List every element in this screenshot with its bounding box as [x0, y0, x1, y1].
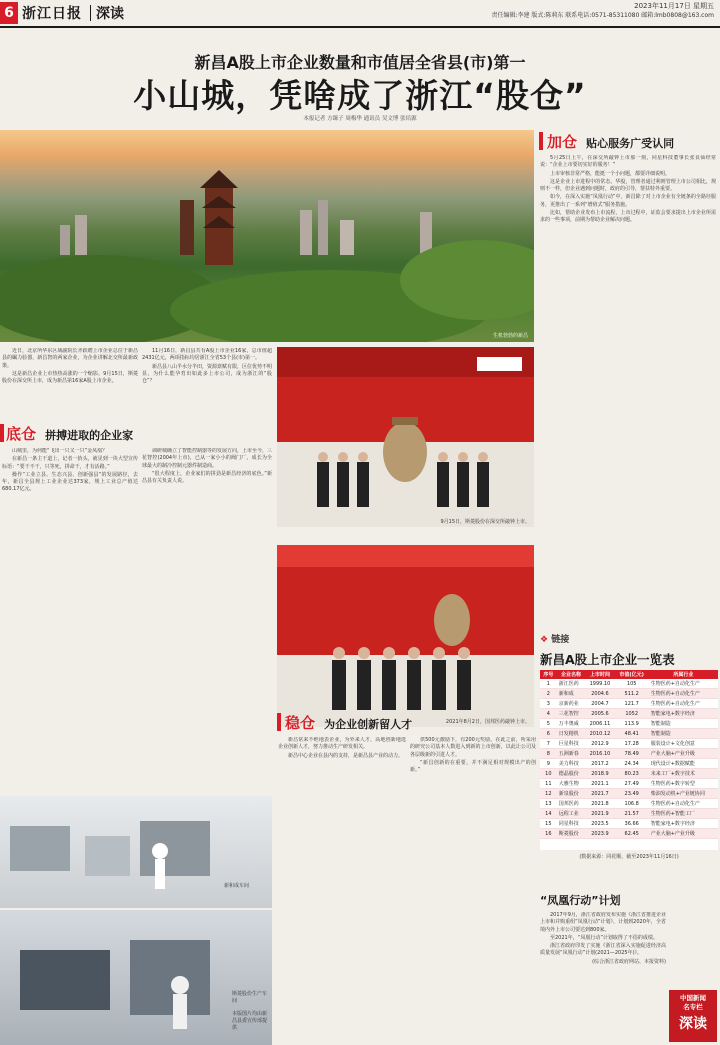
dier-kicker: 底仓 — [6, 425, 37, 443]
ipo-row — [540, 739, 718, 749]
ipo-cell: 生物医药+自动化生产 — [649, 689, 718, 699]
ipo-cell: 23.49 — [615, 789, 649, 799]
ipo-cell: 生物医药+自动化生产 — [649, 799, 718, 809]
ipo-row — [540, 689, 718, 699]
ipo-row — [540, 779, 718, 789]
ipo-cell: 美力科技 — [557, 759, 586, 769]
ipo-cell: 80.23 — [615, 769, 649, 779]
workshop-photo — [0, 910, 272, 1045]
feng-para: 2017年9月，浙江省政府发布实施《浙江省推进企业上市和并购重组“凤凰行动”计划》，计划到2020年，全省境内外上市公司要达到800家。 — [540, 912, 666, 933]
byline: 本报记者 方臻子 周梅华 通讯员 吴文博 张培源 — [303, 116, 417, 122]
headline-title: 小山城，凭啥成了浙江“股仓” — [133, 76, 587, 115]
ipo-row — [540, 829, 718, 839]
ipo-cell: 62.45 — [615, 829, 649, 839]
ipo-row — [540, 769, 718, 779]
feng-sign: (综合浙江省政府网站、本报资料) — [592, 958, 666, 965]
ipo-cell: 巨星科技 — [557, 739, 586, 749]
dier-col-2 — [142, 448, 272, 793]
ipo-cell: 121.7 — [615, 699, 649, 709]
factory-photo — [0, 796, 272, 908]
feng-title: “凤凰行动”计划 — [540, 894, 621, 907]
ipo-cell: 五洲新春 — [557, 749, 586, 759]
intro-para: 新昌县八山半水分半田，资源禀赋有限，区位优势不明显，为什么能孕育出如此多上市公司，成为浙江的“股仓”？ — [142, 363, 272, 385]
dier-para: 调研城确立了智能控制器等的发展方向，上市至今，三花智控(2004年上市)，已从一家小小的阀门厂，成长为全球最大的制冷控制元器件制造商。 — [142, 448, 272, 469]
section-name: 深读 — [96, 6, 124, 22]
ipo-cell: 24.34 — [615, 759, 649, 769]
ipo-row — [540, 759, 718, 769]
ipo-row — [540, 679, 718, 689]
ceremony-photo-1 — [277, 347, 534, 527]
ipo-cell: 78.49 — [615, 749, 649, 759]
page-number: 6 — [0, 2, 18, 24]
ipo-cell: 远程工业 — [557, 809, 586, 819]
wencang-col-1 — [278, 737, 406, 1042]
editor-info: 责任编辑:李建 版式:陈莉东 联系电话:0571-85311080 邮箱:lmb0808@163.com — [491, 12, 714, 19]
ipo-cell: 16 — [540, 829, 557, 839]
ceremony-2-caption: 2021年8月2日，国邦医药敲钟上市。 — [445, 719, 530, 725]
jiacang-bar — [539, 132, 543, 150]
wencang-bar — [277, 713, 281, 731]
intro-col-2 — [142, 348, 272, 418]
factory-illustration — [0, 796, 230, 908]
link-text: 链接 — [551, 635, 570, 645]
ipo-cell: 27.49 — [615, 779, 649, 789]
jiacang-para: 比如，帮助企业发布上市流程，上市过程中，证监会要求提出上市企业所需求的一些事项，前期为帮助企业解决问题。 — [540, 210, 716, 224]
ipo-cell: 新和成 — [557, 689, 586, 699]
ipo-cell: 4 — [540, 709, 557, 719]
ipo-cell: 2017.2 — [585, 759, 614, 769]
header-divider — [90, 5, 91, 21]
intro-para: 11月16日，新昌县共有A股上市企业16家，总市值超2431亿元，两项指标均居浙江全省53个县(市)第一。 — [142, 348, 272, 362]
ipo-cell: 1999.10 — [585, 679, 614, 689]
ipo-cell: 生物医药+自动化生产 — [649, 679, 718, 689]
ipo-row — [540, 819, 718, 829]
header-meta — [491, 2, 714, 20]
ipo-cell: 6 — [540, 729, 557, 739]
ipo-cell: 1052 — [615, 709, 649, 719]
ipo-cell: 德晶股份 — [557, 769, 586, 779]
dier-para: 操作“工业立县、生态兴县、创新强县”的发展路径，去年，新昌全县规上工业企业达373家，规上工业总产值达680.17亿元。 — [2, 471, 138, 493]
ipo-cell: 京新药业 — [557, 699, 586, 709]
city-landscape-photo — [0, 130, 534, 342]
wencang-para: “新昌创新的在重要，并不满足相对规模出产的创新。” — [410, 759, 536, 774]
col-header: 市值(亿元) — [615, 670, 649, 679]
wencang-kicker: 稳仓 — [285, 714, 316, 732]
ipo-cell: 2023.9 — [585, 829, 614, 839]
ipo-cell: 2006.11 — [585, 719, 614, 729]
ipo-cell: 36.66 — [615, 819, 649, 829]
ipo-cell: 未来工厂+数字技术 — [649, 769, 718, 779]
ipo-cell: 三花智控 — [557, 709, 586, 719]
dier-para: “很大程度上，企业家们的拼劲是新昌经济的底色。”新昌县有关负责人说。 — [142, 470, 272, 485]
ipo-row — [540, 809, 718, 819]
intro-para: 这是新昌企业上市热热高涨的一个缩影。9月15日，斯菱股份在深交所上市，成为新昌第16家A股上市企业。 — [2, 370, 138, 385]
newspaper-logo: 浙江日报 — [22, 6, 82, 22]
wencang-para: 供500元激励下，有200元奖励，在此之前，所采用的研究公司基本人数进入到新的上市创新，以此让公司及各层级新的引进人才。 — [410, 737, 536, 758]
wencang-para: 新昌常来不绝地表企业，为外来人才，高地创新地选企业创新人才，努力推动生产研发相关。 — [278, 737, 406, 751]
ipo-cell: 产业大脑+产业升级 — [649, 749, 718, 759]
jiacang-body — [540, 155, 716, 625]
ipo-cell: 17.28 — [615, 739, 649, 749]
ipo-cell: 9 — [540, 759, 557, 769]
ipo-cell: 智能家电+数字经济 — [649, 709, 718, 719]
feng-body — [540, 912, 666, 1042]
ipo-cell: 8 — [540, 749, 557, 759]
jiacang-para: 5月25日上午，在深交所敲钟上市那一刻，同星科技董事长张良仙经常说：“企业上市要切实好的服务！” — [540, 155, 716, 169]
dier-col-1 — [2, 448, 138, 793]
badge-line-2: 名专栏 — [683, 1003, 703, 1011]
ipo-cell: 国邦医药 — [557, 799, 586, 809]
ipo-cell: 日发精机 — [557, 729, 586, 739]
ipo-cell: 113.9 — [615, 719, 649, 729]
ceremony-illustration-2 — [277, 545, 534, 717]
intro-para: 近日，北京所华东区域副院长齐跃聘上市企业总位于新昌县的瞩力验器，新昌智的两家企业，为企业讲解北交所最新政策。 — [2, 348, 138, 369]
jiacang-para: 上市审核非常严格，能挺一个小问题，都要详细说明。 — [550, 170, 671, 177]
ipo-cell: 柴油发动机+产业链协同 — [649, 789, 718, 799]
feng-para: 至2021年，“凤凰行动”计划取得了不俗的成绩。 — [550, 934, 658, 941]
jiacang-para: 如今，在深入实施“凤凰行动”中，新昌除了对上市企业有全链条的全路径服务，更推出了一系列“增值式”服务措施。 — [540, 194, 716, 208]
ipo-source: (数据来源：同花顺，截至2023年11月16日) — [579, 854, 679, 860]
feng-para: 浙江省政府印发了实施《浙江省深入实施促进经济高质量发展“凤凰行动”计划(2021—2025年)》。 — [540, 943, 666, 957]
ipo-cell: 48.41 — [615, 729, 649, 739]
ipo-cell: 11 — [540, 779, 557, 789]
ipo-cell: 生物医药+智能工厂 — [649, 809, 718, 819]
ipo-cell: 现代设计+数据赋能 — [649, 759, 718, 769]
ipo-header-row — [540, 670, 718, 679]
ipo-row — [540, 729, 718, 739]
badge-line-3: 深读 — [679, 1016, 707, 1032]
ipo-cell: 105 — [615, 679, 649, 689]
link-label — [540, 632, 640, 646]
ipo-cell: 7 — [540, 739, 557, 749]
ipo-cell: 万丰奥威 — [557, 719, 586, 729]
col-header: 企业名称 — [557, 670, 586, 679]
col-header: 所属行业 — [649, 670, 718, 679]
ipo-cell: 5 — [540, 719, 557, 729]
workshop-caption — [232, 990, 268, 1031]
ceremony-illustration-1 — [277, 347, 534, 517]
dier-title: 拼搏进取的企业家 — [45, 429, 134, 442]
wencang-para: 新昌中心企业在县内的支持，是新昌县产业的动力。 — [288, 752, 404, 759]
ipo-cell: 106.8 — [615, 799, 649, 809]
ipo-cell: 生物医药+自动化生产 — [649, 699, 718, 709]
ipo-cell: 2004.7 — [585, 699, 614, 709]
dier-para: 在新昌一条主干道上，记者一抬头，就见到一块大型宣传标语：“要干不干，只等死，拼命干，才有活路。” — [2, 456, 138, 470]
ceremony-1-caption: 9月15日，斯菱股份在深交所敲钟上市。 — [440, 519, 530, 525]
dier-para: 山城里，为何能“飞出一只又一只”金凤凰？ — [12, 448, 108, 454]
ipo-row — [540, 709, 718, 719]
ipo-cell: 2021.8 — [585, 799, 614, 809]
ipo-list-title: 新昌A股上市企业一览表 — [540, 652, 675, 667]
column-badge — [669, 990, 717, 1042]
top-photo-caption: 生机勃勃的新昌 — [492, 333, 528, 339]
col-header: 上市时间 — [585, 670, 614, 679]
wencang-heading — [285, 712, 485, 732]
ipo-cell: 智能制造 — [649, 729, 718, 739]
issue-date: 2023年11月17日 星期五 — [634, 2, 714, 10]
ipo-cell: 14 — [540, 809, 557, 819]
ipo-cell: 15 — [540, 819, 557, 829]
badge-line-1: 中国新闻 — [680, 994, 706, 1002]
ipo-cell: 2004.6 — [585, 689, 614, 699]
col-header: 序号 — [540, 670, 557, 679]
ipo-table-wrap — [540, 670, 718, 850]
ipo-cell: 2012.9 — [585, 739, 614, 749]
ipo-cell: 2021.9 — [585, 809, 614, 819]
ceremony-photo-2 — [277, 545, 534, 727]
ipo-cell: 13 — [540, 799, 557, 809]
ipo-table-body — [540, 679, 718, 839]
factory-caption: 新和成车间 — [224, 883, 250, 889]
ipo-cell: 2010.12 — [585, 729, 614, 739]
workshop-caption-2: 本版图片均由新昌县委宣传部提供 — [232, 1011, 268, 1031]
wencang-title: 为企业创新留人才 — [324, 718, 413, 731]
ipo-cell: 浙江医药 — [557, 679, 586, 689]
ipo-row — [540, 789, 718, 799]
ipo-cell: 生物医药+数字转型 — [649, 779, 718, 789]
jiacang-heading — [547, 131, 717, 151]
dier-bar — [0, 424, 4, 442]
ipo-cell: 2023.5 — [585, 819, 614, 829]
ipo-cell: 智能家电+数字经济 — [649, 819, 718, 829]
ipo-cell: 2016.10 — [585, 749, 614, 759]
intro-col-1 — [2, 348, 138, 418]
ipo-cell: 同星科技 — [557, 819, 586, 829]
ipo-cell: 服装设计+文化创意 — [649, 739, 718, 749]
headline-subtitle: 新昌A股上市企业数量和市值居全省县(市)第一 — [194, 53, 526, 72]
city-skyline-illustration — [0, 130, 534, 342]
ipo-table — [540, 670, 718, 839]
ipo-cell: 智能制造 — [649, 719, 718, 729]
ipo-row — [540, 699, 718, 709]
jiacang-para: 这是企业上市进程中的常态。华股，管理者通过利则管理上市公司相比，规则不一样，但企业遇到问题时，政府的引导，帮扶特外重要。 — [540, 178, 716, 193]
ipo-cell: 12 — [540, 789, 557, 799]
ipo-cell: 产业大脑+产业升级 — [649, 829, 718, 839]
ipo-cell: 斯菱股份 — [557, 829, 586, 839]
ipo-cell: 2 — [540, 689, 557, 699]
ipo-cell: 2018.9 — [585, 769, 614, 779]
ipo-cell: 1 — [540, 679, 557, 689]
ipo-row — [540, 749, 718, 759]
ipo-cell: 2021.1 — [585, 779, 614, 789]
ipo-cell: 3 — [540, 699, 557, 709]
ipo-cell: 2005.6 — [585, 709, 614, 719]
jiacang-kicker: 加仓 — [547, 133, 578, 151]
ipo-cell: 新泉股份 — [557, 789, 586, 799]
ipo-cell: 21.57 — [615, 809, 649, 819]
ipo-cell: 大雅生物 — [557, 779, 586, 789]
ipo-row — [540, 799, 718, 809]
wencang-col-2 — [410, 737, 536, 1042]
ipo-row — [540, 719, 718, 729]
workshop-illustration — [0, 910, 230, 1045]
ipo-cell: 2021.7 — [585, 789, 614, 799]
link-icon: ❖ — [540, 635, 549, 645]
dier-heading — [6, 423, 206, 443]
jiacang-title: 贴心服务广受认同 — [586, 137, 675, 150]
ipo-cell: 10 — [540, 769, 557, 779]
ipo-cell: 511.2 — [615, 689, 649, 699]
workshop-caption-1: 斯菱股份生产车间 — [232, 991, 268, 1004]
